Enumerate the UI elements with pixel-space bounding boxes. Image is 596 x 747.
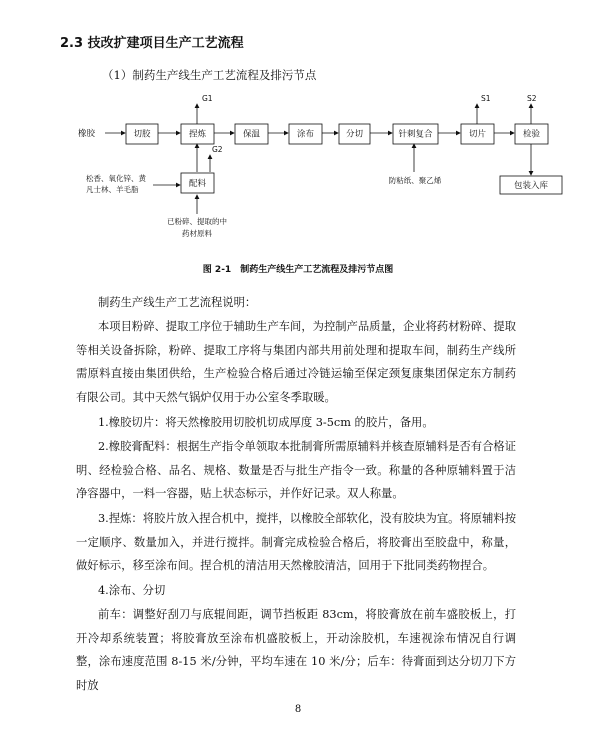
emission-g1: G1 — [202, 94, 213, 103]
paragraph-step-1: 1.橡胶切片：将天然橡胶用切胶机切成厚度 3-5cm 的胶片，备用。 — [98, 416, 434, 429]
emission-g2: G2 — [212, 145, 223, 154]
node-inspection: 检验 — [522, 129, 541, 140]
batch-input-line1: 松香、氧化锌、黄 — [86, 174, 146, 183]
node-packaging: 包装入库 — [513, 181, 549, 191]
node-cutting: 切胶 — [133, 129, 151, 140]
process-flowchart — [0, 0, 596, 260]
emission-s2: S2 — [527, 94, 537, 103]
node-sheeting: 切片 — [468, 129, 487, 140]
paragraph-front-rear: 前车：调整好刮刀与底辊间距，调节挡板距 83cm，将胶膏放在前车盛胶板上，打开冷却系统装置；将胶膏放至涂布机盛胶板上，开动涂胶机，车速视涂布情况自行调整，涂布速度范围 8-15 米/分钟，平均车速在 10 米/分；后车：待膏面到达分切刀下方时放 — [76, 608, 516, 692]
emission-s1: S1 — [481, 94, 491, 103]
powder-input-line2: 药材原料 — [182, 229, 212, 238]
node-batching: 配料 — [188, 179, 207, 189]
node-coating: 涂布 — [296, 129, 315, 140]
powder-input-line1: 已粉碎、提取的中 — [167, 217, 227, 226]
composite-input: 防粘纸、聚乙烯 — [388, 176, 442, 185]
paragraph-intro: 制药生产线生产工艺流程说明： — [98, 296, 257, 309]
node-kneading: 捏炼 — [188, 129, 207, 140]
page-number: 8 — [294, 704, 302, 715]
paragraph-overview: 本项目粉碎、提取工序位于辅助生产车间，为控制产品质量，企业将药材粉碎、提取等相关设备拆除，粉碎、提取工序将与集团内部共用前处理和提取车间，制药生产线所需原料直接由集团供给，生产检验合格后通过冷链运输至保定颈复康集团保定东方制药有限公司。其中天然气锅炉仅用于办公室冬季取暖。 — [76, 320, 516, 404]
section-number: 2.3 — [60, 36, 84, 51]
figure-caption: 图 2-1 制药生产线生产工艺流程及排污节点图 — [202, 265, 394, 275]
batch-input-line2: 凡士林、羊毛脂 — [86, 185, 139, 194]
flow-start-label: 橡胶 — [78, 129, 96, 139]
paragraph-step-4-heading: 4.涂布、分切 — [98, 584, 166, 597]
node-insulation: 保温 — [242, 129, 261, 140]
paragraph-step-2: 2.橡胶膏配料：根据生产指令单领取本批制膏所需原辅料并核查原辅料是否有合格证明、经检验合格、品名、规格、数量是否与批生产指令一致。称量的各种原辅料置于洁净容器中，一料一容器，贴上状态标示，并作好记录。双人称量。 — [76, 440, 516, 500]
subsection-heading: （1）制药生产线生产工艺流程及排污节点 — [102, 68, 317, 82]
paragraph-step-3: 3.捏炼：将胶片放入捏合机中，搅拌，以橡胶全部软化，没有胶块为宜。将原辅料按一定顺序、数量加入，并进行搅拌。制膏完成检验合格后，将胶膏出至胶盘中，称量，做好标示，移至涂布间。捏合机的清洁用天然橡胶清洁，回用于下批同类药物捏合。 — [76, 512, 516, 572]
section-title: 技改扩建项目生产工艺流程 — [87, 36, 244, 51]
node-needling-composite: 针刺复合 — [398, 129, 433, 140]
node-slitting: 分切 — [345, 129, 364, 140]
